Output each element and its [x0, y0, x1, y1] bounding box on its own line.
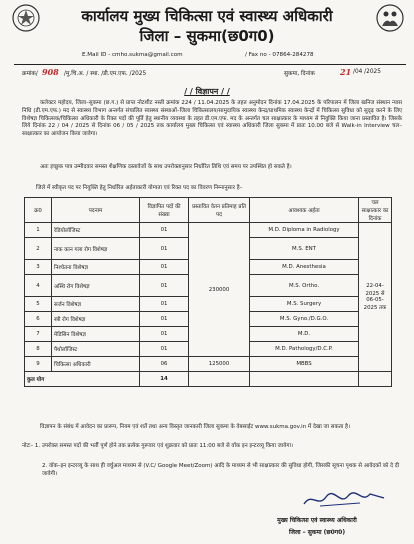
header-count: विज्ञापित पदों की संख्या	[140, 198, 189, 223]
row-sn: 5	[25, 297, 52, 312]
signatory-designation: मुख्य चिकित्सा एवं स्वास्थ्य अधिकारी	[277, 517, 357, 524]
row-sn: 8	[25, 342, 52, 357]
website-paragraph: विज्ञापन के संबंध में आवेदन का प्रारूप, नियम एवं शर्ते तथा अन्य विस्तृत जानकारी जिला सुकमा के वेबसाईट www.sukma.gov.in में देखा जा सकता है।	[40, 424, 351, 430]
row-qualification: M.S. ENT	[250, 238, 359, 260]
row-post: पैथोलॉजिस्ट	[52, 342, 140, 357]
intro-paragraph: कलेक्टर महोदय, जिला–सुकमा (छ.ग.) से प्राप्त नोटशीट नस्ती क्रमांक 224 / 11.04.2025 के तहत अनुमोदन दिनांक 17.04.2025 के परिपालन में जिला खनिज संस्थान न्यास निधि (डी.एम.एफ.) मद से स्वास्थ्य विभाग अन्तर्गत संचालित स्वास्थ्य संस्थाओं–जिला चिकित्सालय/सामुदायिक स्वास्थ्य केन्द्र/प्राथमिक स्वास्थ्य केन्द्रों में चिकित्सा सुविधा को सुदृढ़ करने के लिए विशेषज्ञ चिकित्सक/चिकित्सा अधिकारी के रिक्त पदों की पूर्ति हेतु स्थानीय व्यवस्था के तहत डी.एम.एफ. मद के अन्तर्गत चल साक्षात्कार के माध्यम से नियुक्ति किया जाना प्रस्तावित है। जिसके लिये दिनांक 22 / 04 / 2025 से दिनांक 06 / 05 / 2025 तक कार्यालय मुख्य चिकित्सा एवं स्वास्थ्य अधिकारी जिला सुकमा में प्रातः 10.00 बजे से Walk-in Interview चल–साक्षात्कार का आयोजन किया जावेगा।	[22, 100, 402, 138]
signatory-place: जिला – सुकमा (छ0ग0)	[288, 529, 346, 536]
row-count: 01	[140, 275, 189, 297]
row-post: चिकित्सा अधिकारी	[52, 357, 140, 372]
header-date: चल साक्षात्कार का दिनांक	[359, 198, 392, 223]
row-post: रेडियोलॉजिस्ट	[52, 223, 140, 238]
header-sn: क्र0	[25, 198, 52, 223]
date-day: 21	[340, 67, 352, 77]
table-row	[25, 223, 392, 238]
row-qualification: M.D. Pathology/D.C.P.	[250, 342, 359, 357]
row-post: अस्थि रोग विशेषज्ञ	[52, 275, 140, 297]
kramank-label: क्रमांक/	[22, 71, 38, 77]
row-count: 01	[140, 238, 189, 260]
total-empty-cell	[250, 372, 359, 387]
place-date-label: सुकमा, दिनांक	[284, 71, 315, 77]
table-intro-paragraph: जिले में स्वीकृत पद पर नियुक्ति हेतु निर्धारित अर्हताकारी योग्यता एवं रिक्त पद का विवरण निम्नानुसार है–	[36, 185, 243, 191]
row-qualification: M.S. Ortho.	[250, 275, 359, 297]
note-2: 2. वॉक–इन इन्टरव्यू के साथ ही वर्चुअल माध्यम से (V.C/ Google Meet/Zoom) आदि के माध्यम से भी साक्षात्कार की सुविधा होगी, जिसकी सूचना पृथक से आवेदकों को दे दी जावेगी।	[42, 463, 400, 477]
header-divider	[14, 64, 406, 65]
office-title: कार्यालय मुख्य चिकित्सा एवं स्वास्थ्य अधिकारी	[81, 7, 333, 25]
district-title: जिला – सुकमा(छ0ग0)	[139, 27, 275, 45]
row-qualification: M.D. Diploma in Radiology	[250, 223, 359, 238]
row-sn: 4	[25, 275, 52, 297]
row-post: निश्चेतना विशेषज्ञ	[52, 260, 140, 275]
specialist-salary: 230000	[189, 223, 250, 357]
total-empty-cell	[359, 372, 392, 387]
row-sn: 1	[25, 223, 52, 238]
total-value: 14	[140, 372, 189, 387]
header-post: पदनाम	[52, 198, 140, 223]
kramank-number: 908	[42, 67, 59, 77]
row-post: नाक कान गला रोग विशेषज्ञ	[52, 238, 140, 260]
row-post: स्त्री रोग विशेषज्ञ	[52, 312, 140, 327]
row-count: 01	[140, 342, 189, 357]
row-sn: 7	[25, 327, 52, 342]
row-count: 01	[140, 260, 189, 275]
date-rest: /04 /2025	[353, 69, 381, 75]
total-label: कुल योग	[25, 372, 140, 387]
medical-officer-salary: 125000	[189, 357, 250, 372]
table-header-row	[25, 198, 392, 223]
email-text: E.Mail ID - cmho.sukma@gmail.com	[82, 52, 183, 58]
row-sn: 2	[25, 238, 52, 260]
row-count: 01	[140, 223, 189, 238]
row-post: सर्जन विशेषज्ञ	[52, 297, 140, 312]
row-qualification: MBBS	[250, 357, 359, 372]
signature-mark	[300, 488, 390, 510]
row-qualification: M.D.	[250, 327, 359, 342]
contact-row	[0, 50, 414, 63]
interview-dates: 22-04-2025 से 06-05-2025 तक	[359, 223, 392, 372]
row-qualification: M.S. Gyno./D.G.O.	[250, 312, 359, 327]
kramank-reference: /मु.चि.अ. / स्था. /डी.एम.एफ. /2025	[64, 71, 147, 77]
row-count: 06	[140, 357, 189, 372]
row-count: 01	[140, 327, 189, 342]
header-qualification: आवश्यक अर्हता	[250, 198, 359, 223]
advertisement-heading: / / विज्ञापन / /	[184, 87, 230, 96]
table-row	[25, 357, 392, 372]
row-qualification: M.S. Surgery	[250, 297, 359, 312]
header-salary: प्रस्तावित वेतन प्रतिमाह प्रति पद	[189, 198, 250, 223]
fax-text: / Fax no - 07864-284278	[245, 52, 314, 58]
row-count: 01	[140, 312, 189, 327]
total-empty-cell	[189, 372, 250, 387]
row-sn: 3	[25, 260, 52, 275]
row-qualification: M.D. Anesthesia	[250, 260, 359, 275]
row-sn: 6	[25, 312, 52, 327]
reference-row	[22, 69, 406, 81]
row-post: मेडिसिन विशेषज्ञ	[52, 327, 140, 342]
row-count: 01	[140, 297, 189, 312]
row-sn: 9	[25, 357, 52, 372]
vacancy-table	[24, 197, 392, 387]
table-total-row	[25, 372, 392, 387]
note-1: नोटः– 1. उपरोक्त समस्त पदों की भर्ती पूर्ण होने तक प्रत्येक गुरूवार एवं शुक्रवार को प्रातः 11:00 बजे से वॉक इन इन्टरव्यू किया जायेगा।	[22, 443, 293, 449]
candidates-paragraph: अतः इच्छुक पात्र उम्मीदवार समस्त शैक्षणिक दस्तावेजों के साथ उपरोक्तानुसार निर्धारित तिथि एवं समय पर उपस्थित हो सकते है।	[40, 164, 292, 170]
